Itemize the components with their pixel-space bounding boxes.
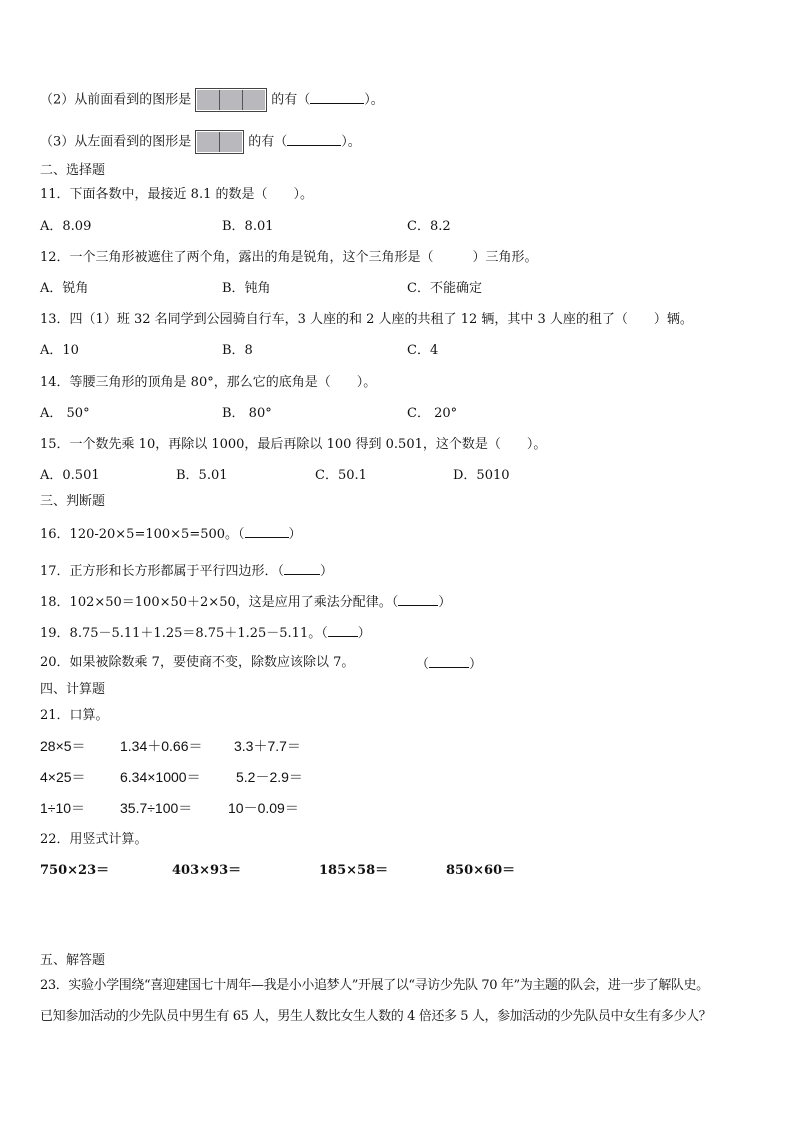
oral-calc-item: 28×5＝: [40, 738, 86, 754]
oral-calc-item: 1.34＋0.66＝: [120, 738, 203, 754]
vertical-calc-item: 750×23＝: [40, 863, 110, 878]
q10-sub2: [40, 88, 384, 112]
oral-calc-item: 10－0.09＝: [228, 800, 299, 816]
q23-line-1: 23．实验小学围绕“喜迎建国七十周年—我是小小追梦人”开展了以“寻访少先队 70 年”为主题的队会，进一步了解队史。: [40, 978, 709, 993]
oral-calc-item: 6.34×1000＝: [120, 769, 201, 785]
answer-blank[interactable]: [328, 624, 358, 637]
section-heading: 四、计算题: [40, 682, 106, 697]
front-view-figure: [195, 88, 267, 112]
q18-close: ）: [438, 595, 452, 610]
q15-option-c[interactable]: C．50.1: [315, 468, 367, 483]
q17-text: 17．正方形和长方形都属于平行四边形．（: [40, 564, 285, 579]
q10-sub2-suffix: 的有（: [271, 92, 311, 108]
oral-calc-item: 35.7÷100＝: [120, 800, 193, 816]
q15-option-b[interactable]: B．5.01: [176, 468, 228, 483]
q19-text: 19．8.75－5.11＋1.25＝8.75＋1.25－5.11。（: [40, 626, 328, 641]
q11-option-a[interactable]: A．8.09: [40, 219, 92, 234]
q14-option-c[interactable]: C． 20°: [407, 406, 458, 421]
q12-text: 12．一个三角形被遮住了两个角，露出的角是锐角，这个三角形是（ ）三角形。: [40, 250, 538, 265]
answer-blank[interactable]: [245, 525, 289, 538]
left-view-figure: [195, 130, 244, 154]
q23-line-2: 已知参加活动的少先队员中男生有 65 人，男生人数比女生人数的 4 倍还多 5 人，参加活动的少先队员中女生有多少人？: [40, 1009, 712, 1024]
q13-option-b[interactable]: B．8: [222, 343, 253, 358]
q20: [40, 655, 354, 671]
vertical-calc-item: 403×93＝: [172, 863, 242, 878]
q13-text: 13．四（1）班 32 名同学到公园骑自行车，3 人座的和 2 人座的共租了 12 辆，其中 3 人座的租了（ ）辆。: [40, 312, 693, 327]
q19: [40, 624, 371, 642]
section-heading: 五、解答题: [40, 953, 106, 968]
oral-calc-item: 5.2－2.9＝: [236, 769, 303, 785]
q16-close: ）: [288, 527, 302, 542]
q18-text: 18．102×50＝100×50＋2×50，这是应用了乘法分配律。（: [40, 595, 399, 610]
oral-calc-item: 4×25＝: [40, 769, 86, 785]
q22-title: 22．用竖式计算。: [40, 832, 148, 847]
q14-option-a[interactable]: A． 50°: [40, 406, 90, 421]
q15-option-d[interactable]: D．5010: [453, 468, 510, 483]
q17-close: ）: [320, 564, 334, 579]
q15-text: 15．一个数先乘 10，再除以 1000，最后再除以 100 得到 0.501，这个数是（ ）。: [40, 437, 547, 452]
oral-calc-item: 3.3＋7.7＝: [234, 738, 301, 754]
q13-option-c[interactable]: C．4: [407, 343, 439, 358]
q16: [40, 525, 302, 543]
section-heading: 二、选择题: [40, 163, 106, 178]
answer-blank[interactable]: [398, 593, 438, 606]
q10-sub2-close: ）。: [364, 92, 384, 108]
q20-close: ）: [469, 657, 483, 672]
q18: [40, 593, 451, 611]
q12-option-a[interactable]: A．锐角: [40, 281, 89, 296]
q10-sub3: [40, 130, 361, 154]
q16-text: 16．120-20×5=100×5=500。（: [40, 527, 245, 542]
q11-text: 11．下面各数中，最接近 8.1 的数是（ ）。: [40, 187, 313, 202]
q20-open: （: [416, 657, 430, 672]
q20-answer: [416, 655, 482, 673]
q13-option-a[interactable]: A．10: [40, 343, 79, 358]
q12-option-b[interactable]: B．钝角: [222, 281, 271, 296]
q10-sub3-close: ）。: [341, 134, 361, 150]
answer-blank[interactable]: [284, 562, 320, 575]
oral-calc-item: 1÷10＝: [40, 800, 86, 816]
q10-sub3-prefix: （3）从左面看到的图形是: [40, 134, 192, 150]
q10-sub2-prefix: （2）从前面看到的图形是: [40, 92, 192, 108]
section-heading: 三、判断题: [40, 494, 106, 509]
q17: [40, 562, 333, 580]
answer-blank[interactable]: [287, 133, 341, 146]
q19-close: ）: [357, 626, 371, 641]
q11-option-b[interactable]: B．8.01: [222, 219, 274, 234]
answer-blank[interactable]: [429, 655, 469, 668]
answer-blank[interactable]: [310, 91, 364, 104]
q12-option-c[interactable]: C．不能确定: [407, 281, 482, 296]
q10-sub3-suffix: 的有（: [248, 134, 288, 150]
vertical-calc-item: 850×60＝: [446, 863, 516, 878]
q11-option-c[interactable]: C．8.2: [407, 219, 451, 234]
q21-title: 21．口算。: [40, 708, 109, 723]
q20-text: 20．如果被除数乘 7，要使商不变，除数应该除以 7。: [40, 655, 355, 670]
q15-option-a[interactable]: A．0.501: [40, 468, 100, 483]
q14-option-b[interactable]: B． 80°: [222, 406, 272, 421]
vertical-calc-item: 185×58＝: [319, 863, 389, 878]
q14-text: 14．等腰三角形的顶角是 80°，那么它的底角是（ ）。: [40, 375, 377, 390]
